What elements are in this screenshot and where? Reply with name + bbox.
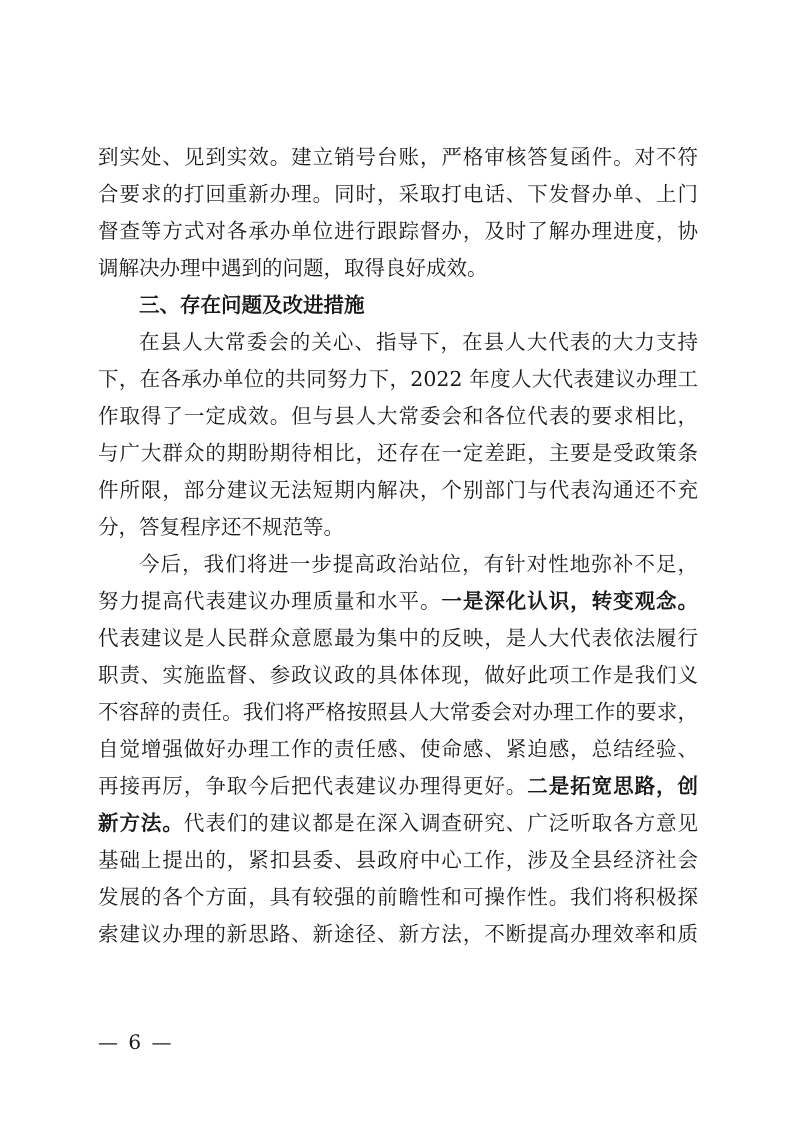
bold-phrase: 一是深化认识，转变观念。 [441, 589, 698, 613]
text-line: 基础上提出的，紧扣县委、县政府中心工作，涉及全县经济社会 [98, 848, 698, 872]
text-line: 下，在各承办单位的共同努力下，2022 年度人大代表建议办理工 [98, 367, 698, 391]
text-line: 自觉增强做好办理工作的责任感、使命感、紧迫感，总结经验、 [98, 737, 698, 761]
text-run: 代表们的建议都是在深入调查研究、广泛听取各方意见 [183, 811, 699, 835]
section-heading: 三、存在问题及改进措施 [139, 293, 365, 317]
text-line: 件所限，部分建议无法短期内解决，个别部门与代表沟通还不充 [98, 478, 698, 502]
text-line: 代表建议是人民群众意愿最为集中的反映，是人大代表依法履行 [98, 626, 698, 650]
text-run: 再接再厉，争取今后把代表建议办理得更好。 [98, 774, 528, 798]
text-line: 职责、实施监督、参政议政的具体体现，做好此项工作是我们义 [98, 663, 698, 687]
text-line: 分，答复程序还不规范等。 [98, 515, 344, 539]
text-line: 与广大群众的期盼期待相比，还存在一定差距，主要是受政策条 [98, 441, 698, 465]
text-line [98, 805, 698, 842]
page-number: — 6 — [98, 1030, 174, 1054]
text-line: 今后，我们将进一步提高政治站位，有针对性地弥补不足， [139, 552, 698, 576]
text-line: 督查等方式对各承办单位进行跟踪督办，及时了解办理进度，协 [98, 219, 698, 243]
bold-phrase: 新方法。 [98, 811, 184, 835]
text-line [98, 768, 698, 805]
text-line: 索建议办理的新思路、新途径、新方法，不断提高办理效率和质 [98, 922, 698, 946]
text-line: 调解决办理中遇到的问题，取得良好成效。 [98, 256, 488, 280]
text-line: 到实处、见到实效。建立销号台账，严格审核答复函件。对不符 [98, 145, 698, 169]
bold-phrase: 二是拓宽思路，创 [527, 774, 699, 798]
text-line: 不容辞的责任。我们将严格按照县人大常委会对办理工作的要求， [98, 700, 698, 724]
text-line: 在县人大常委会的关心、指导下，在县人大代表的大力支持 [139, 330, 698, 354]
text-line: 发展的各个方面，具有较强的前瞻性和可操作性。我们将积极探 [98, 885, 698, 909]
text-line [98, 583, 698, 620]
text-line: 作取得了一定成效。但与县人大常委会和各位代表的要求相比， [98, 404, 698, 428]
text-line: 合要求的打回重新办理。同时，采取打电话、下发督办单、上门 [98, 182, 698, 206]
text-run: 努力提高代表建议办理质量和水平。 [98, 589, 442, 613]
body-text [98, 139, 698, 953]
